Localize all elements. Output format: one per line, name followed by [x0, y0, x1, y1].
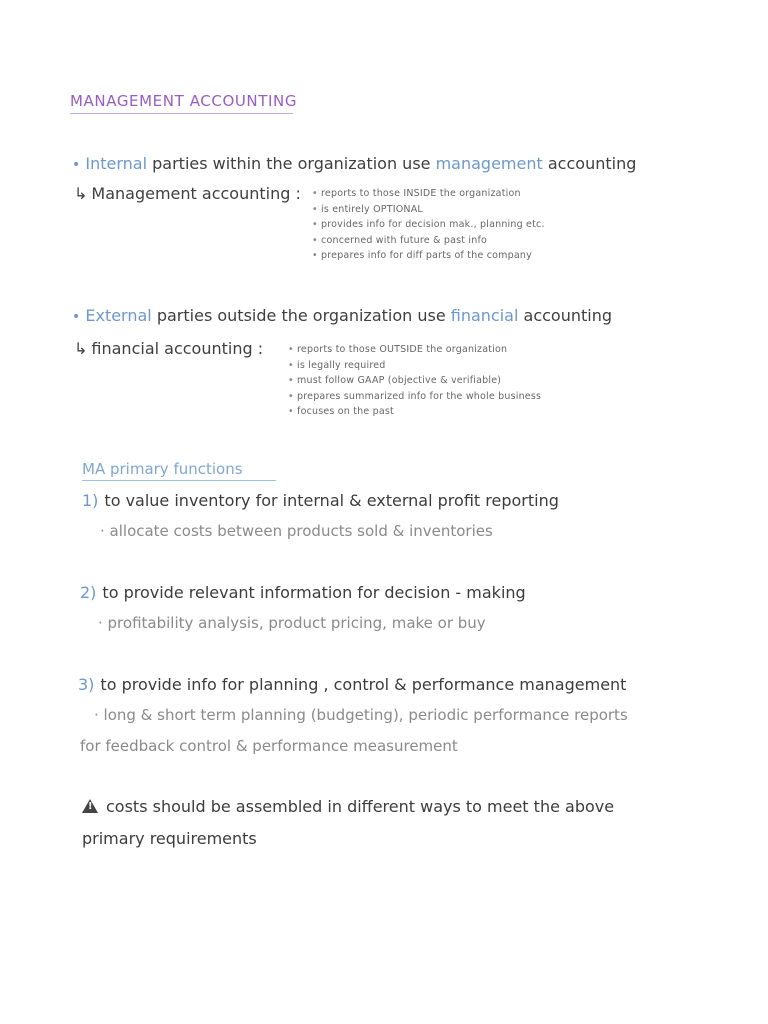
internal-notes-list	[312, 186, 545, 264]
external-arrow-line	[74, 339, 263, 358]
function-item-1	[82, 491, 559, 510]
internal-arrow-label: Management accounting :	[91, 184, 301, 203]
external-notes-list	[288, 342, 541, 420]
internal-text-before: parties within the organization use	[152, 154, 431, 173]
function-text: to provide relevant information for decision - making	[102, 583, 526, 602]
turn-arrow-icon: ↳	[74, 339, 88, 358]
internal-text-after: accounting	[547, 154, 637, 173]
list-item: • must follow GAAP (objective & verifiable)	[288, 373, 541, 389]
list-item: • concerned with future & past info	[312, 233, 545, 249]
warning-text: costs should be assembled in different ways to meet the above	[106, 797, 615, 816]
function-item-2	[80, 583, 526, 602]
internal-headline	[72, 154, 636, 173]
internal-keyword: Internal	[85, 154, 148, 173]
list-item: • prepares info for diff parts of the company	[312, 248, 545, 264]
list-item: • reports to those OUTSIDE the organization	[288, 342, 541, 358]
internal-highlight: management	[435, 154, 543, 173]
function-text: to value inventory for internal & external profit reporting	[104, 491, 559, 510]
turn-arrow-icon: ↳	[74, 184, 88, 203]
external-highlight: financial	[450, 306, 519, 325]
list-item: • reports to those INSIDE the organization	[312, 186, 545, 202]
bullet-dot-icon: •	[72, 309, 81, 325]
list-item: • provides info for decision mak., planning etc.	[312, 217, 545, 233]
function-number: 1)	[82, 491, 99, 510]
function-item-3	[78, 675, 626, 694]
external-arrow-label: financial accounting :	[91, 339, 264, 358]
warning-icon	[82, 799, 98, 813]
function-number: 2)	[80, 583, 97, 602]
list-item: • is legally required	[288, 358, 541, 374]
function-sub-3: · long & short term planning (budgeting), periodic performance reports	[94, 706, 628, 724]
function-text: to provide info for planning , control & performance management	[100, 675, 627, 694]
external-keyword: External	[85, 306, 152, 325]
function-number: 3)	[78, 675, 95, 694]
list-item: • is entirely OPTIONAL	[312, 202, 545, 218]
bullet-dot-icon: •	[72, 157, 81, 173]
list-item: • focuses on the past	[288, 404, 541, 420]
warning-line-1	[82, 797, 614, 816]
function-sub-2: · profitability analysis, product pricing, make or buy	[98, 614, 486, 632]
title-underline	[70, 113, 293, 114]
function-sub-1: · allocate costs between products sold & inventories	[100, 522, 493, 540]
page-title: MANAGEMENT ACCOUNTING	[70, 92, 298, 110]
functions-underline	[82, 480, 276, 481]
external-headline	[72, 306, 612, 325]
external-text-before: parties outside the organization use	[156, 306, 446, 325]
functions-heading: MA primary functions	[82, 460, 243, 478]
warning-line-2: primary requirements	[82, 829, 257, 848]
external-text-after: accounting	[523, 306, 612, 325]
list-item: • prepares summarized info for the whole business	[288, 389, 541, 405]
function-sub-3-cont: for feedback control & performance measurement	[80, 737, 458, 755]
internal-arrow-line	[74, 184, 301, 203]
